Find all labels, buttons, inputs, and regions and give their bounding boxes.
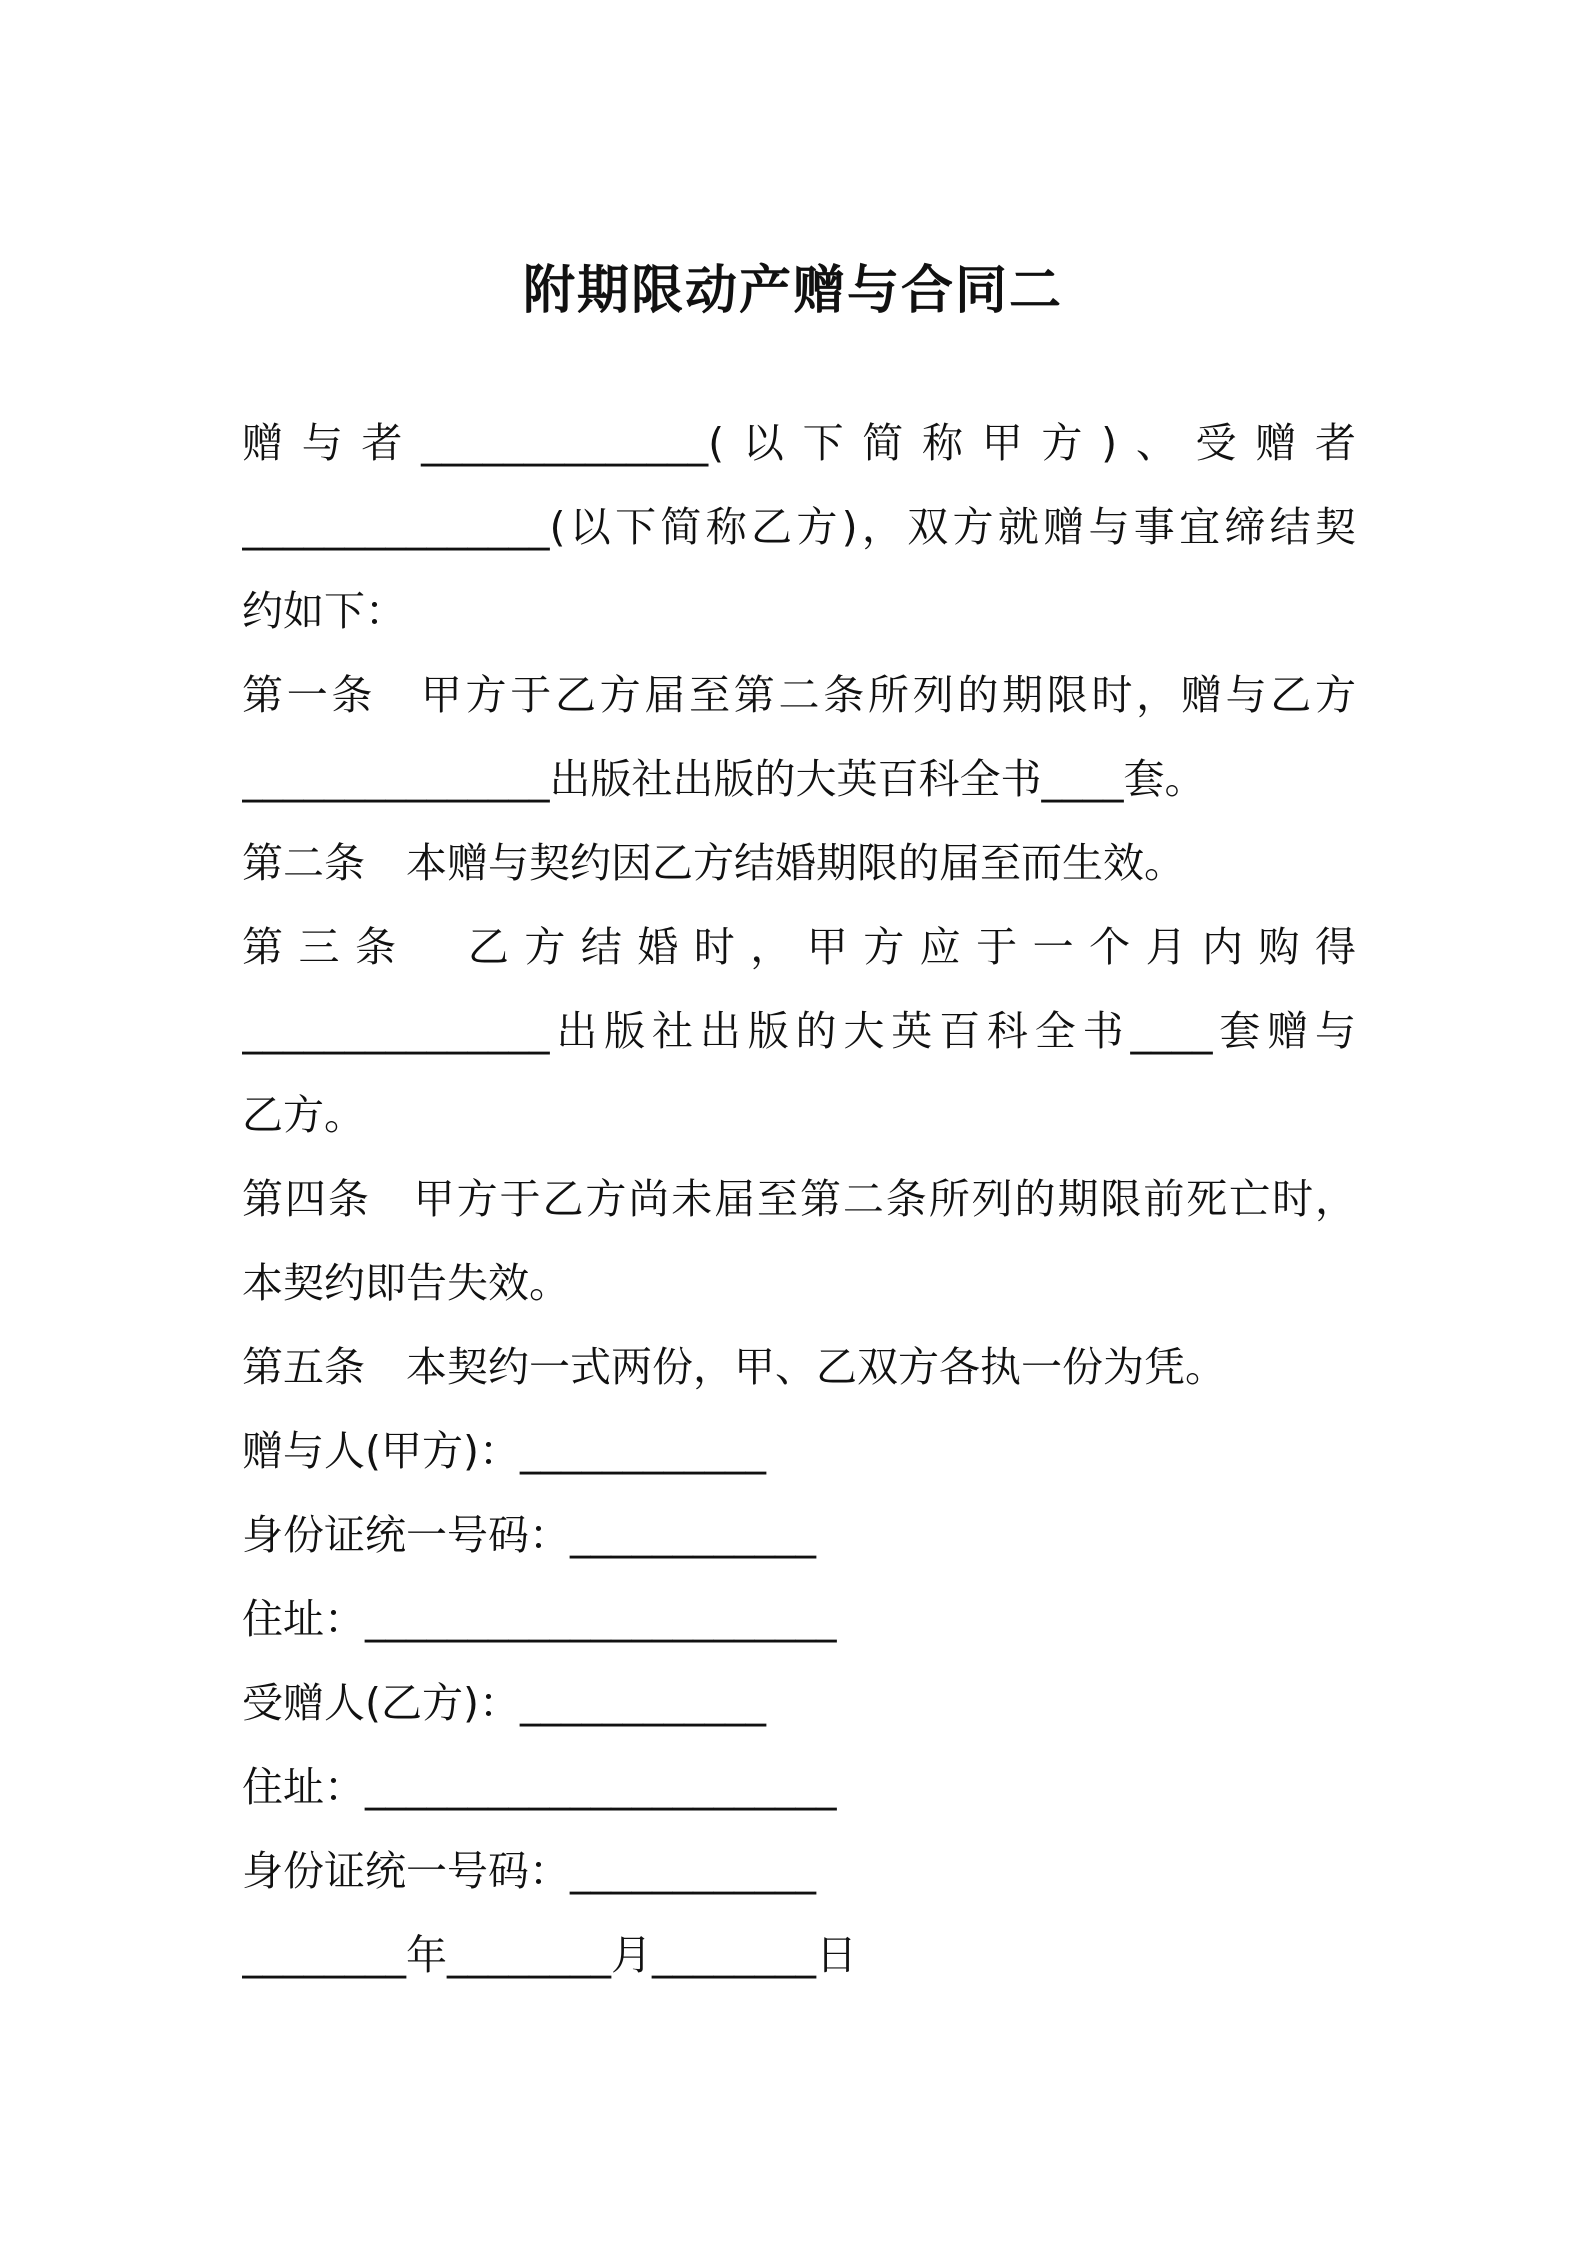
article-5: 第五条 本契约一式两份，甲、乙双方各执一份为凭。 xyxy=(242,1343,1226,1391)
intro-line-2: _______________(以下简称乙方)，双方就赠与事宜缔结契 xyxy=(242,503,1356,551)
page-title: 附期限动产赠与合同二 xyxy=(522,261,1063,321)
article-2: 第二条 本赠与契约因乙方结婚期限的届至而生效。 xyxy=(242,839,1185,887)
article-1-line-1: 第一条 甲方于乙方届至第二条所列的期限时，赠与乙方 xyxy=(242,671,1356,719)
intro-line-3: 约如下： xyxy=(242,587,406,635)
article-3-line-1: 第三条 乙方结婚时，甲方应于一个月内购得 xyxy=(242,923,1356,971)
article-3-line-3: 乙方。 xyxy=(242,1091,365,1139)
article-4-line-2: 本契约即告失效。 xyxy=(242,1259,570,1307)
donee-name-field: 受赠人(乙方)：____________ xyxy=(242,1679,766,1727)
donor-id-field: 身份证统一号码：____________ xyxy=(242,1511,816,1559)
article-4-line-1: 第四条 甲方于乙方尚未届至第二条所列的期限前死亡时， xyxy=(242,1175,1356,1223)
article-3-line-2: _______________出版社出版的大英百科全书____套赠与 xyxy=(242,1007,1356,1055)
intro-line-1: 赠与者______________(以下简称甲方)、受赠者 xyxy=(242,419,1356,467)
donee-address-field: 住址：_______________________ xyxy=(242,1763,837,1811)
article-1-line-2: _______________出版社出版的大英百科全书____套。 xyxy=(242,755,1206,803)
donor-name-field: 赠与人(甲方)：____________ xyxy=(242,1427,766,1475)
date-field: ________年________月________日 xyxy=(242,1931,857,1979)
donor-address-field: 住址：_______________________ xyxy=(242,1595,837,1643)
donee-id-field: 身份证统一号码：____________ xyxy=(242,1847,816,1895)
